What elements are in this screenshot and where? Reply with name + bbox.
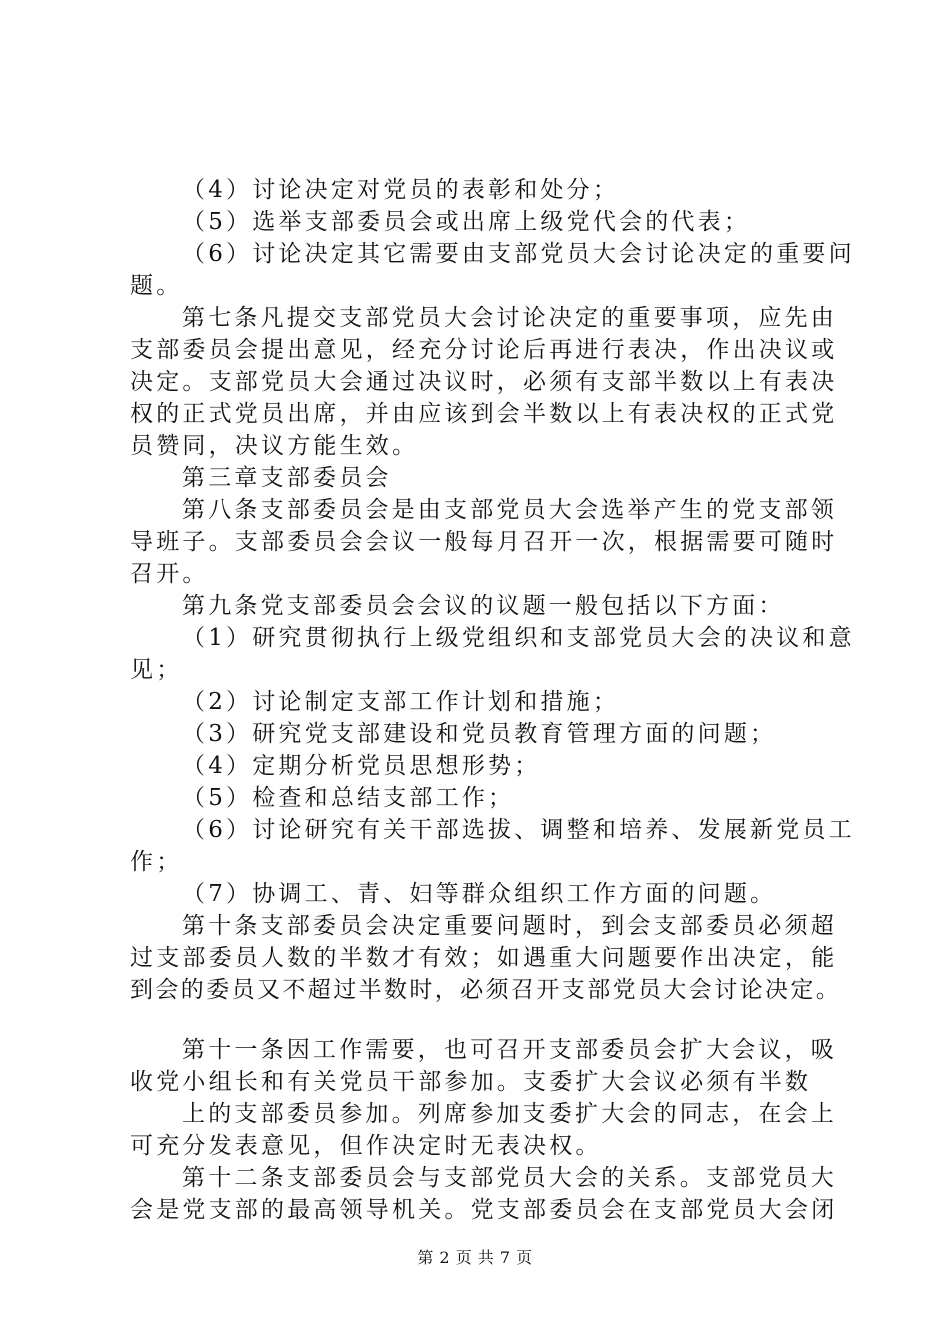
text-line-13: 召开。: [130, 561, 209, 587]
text-line-27: 第十一条因工作需要，也可召开支部委员会扩大会议，吸: [182, 1037, 837, 1063]
text-line-19: （4）定期分析党员思想形势；: [182, 753, 541, 779]
text-line-31: 第十二条支部委员会与支部党员大会的关系。支部党员大: [182, 1165, 837, 1191]
text-line-22: 作；: [130, 849, 183, 875]
text-line-8: 权的正式党员出席，并由应该到会半数以上有表决权的正式党: [130, 401, 838, 427]
page-footer: 第 2 页 共 7 页: [417, 1248, 533, 1267]
text-line-14: 第九条党支部委员会会议的议题一般包括以下方面：: [182, 593, 785, 619]
text-line-3: （6）讨论决定其它需要由支部党员大会讨论决定的重要问: [182, 241, 855, 267]
text-line-17: （2）讨论制定支部工作计划和措施；: [182, 689, 620, 715]
text-line-28: 收党小组长和有关党员干部参加。支委扩大会议必须有半数: [130, 1069, 812, 1095]
text-line-15: （1）研究贯彻执行上级党组织和支部党员大会的决议和意: [182, 625, 855, 651]
text-line-6: 支部委员会提出意见，经充分讨论后再进行表决，作出决议或: [130, 337, 838, 363]
text-line-24: 第十条支部委员会决定重要问题时，到会支部委员必须超: [182, 913, 837, 939]
text-line-29: 上的支部委员参加。列席参加支委扩大会的同志，在会上: [182, 1101, 837, 1127]
text-line-1: （4）讨论决定对党员的表彰和处分；: [182, 177, 620, 203]
text-line-4: 题。: [130, 273, 183, 299]
text-line-16: 见；: [130, 657, 183, 683]
chapter-heading: 第三章支部委员会: [182, 465, 392, 491]
text-line-18: （3）研究党支部建设和党员教育管理方面的问题；: [182, 721, 777, 747]
text-line-2: （5）选举支部委员会或出席上级党代会的代表；: [182, 209, 751, 235]
text-line-11: 第八条支部委员会是由支部党员大会选举产生的党支部领: [182, 497, 837, 523]
text-line-9: 员赞同，决议方能生效。: [130, 433, 419, 459]
text-line-30: 可充分发表意见，但作决定时无表决权。: [130, 1133, 602, 1159]
text-line-12: 导班子。支部委员会会议一般每月召开一次，根据需要可随时: [130, 529, 838, 555]
text-line-25: 过支部委员人数的半数才有效；如遇重大问题要作出决定，能: [130, 945, 838, 971]
text-line-21: （6）讨论研究有关干部选拔、调整和培养、发展新党员工: [182, 817, 855, 843]
text-line-5: 第七条凡提交支部党员大会讨论决定的重要事项，应先由: [182, 305, 837, 331]
text-line-23: （7）协调工、青、妇等群众组织工作方面的问题。: [182, 881, 777, 907]
text-line-7: 决定。支部党员大会通过决议时，必须有支部半数以上有表决: [130, 369, 838, 395]
text-line-26: 到会的委员又不超过半数时，必须召开支部党员大会讨论决定。: [130, 977, 842, 1003]
text-line-32: 会是党支部的最高领导机关。党支部委员会在支部党员大会闭: [130, 1197, 838, 1223]
text-line-20: （5）检查和总结支部工作；: [182, 785, 515, 811]
